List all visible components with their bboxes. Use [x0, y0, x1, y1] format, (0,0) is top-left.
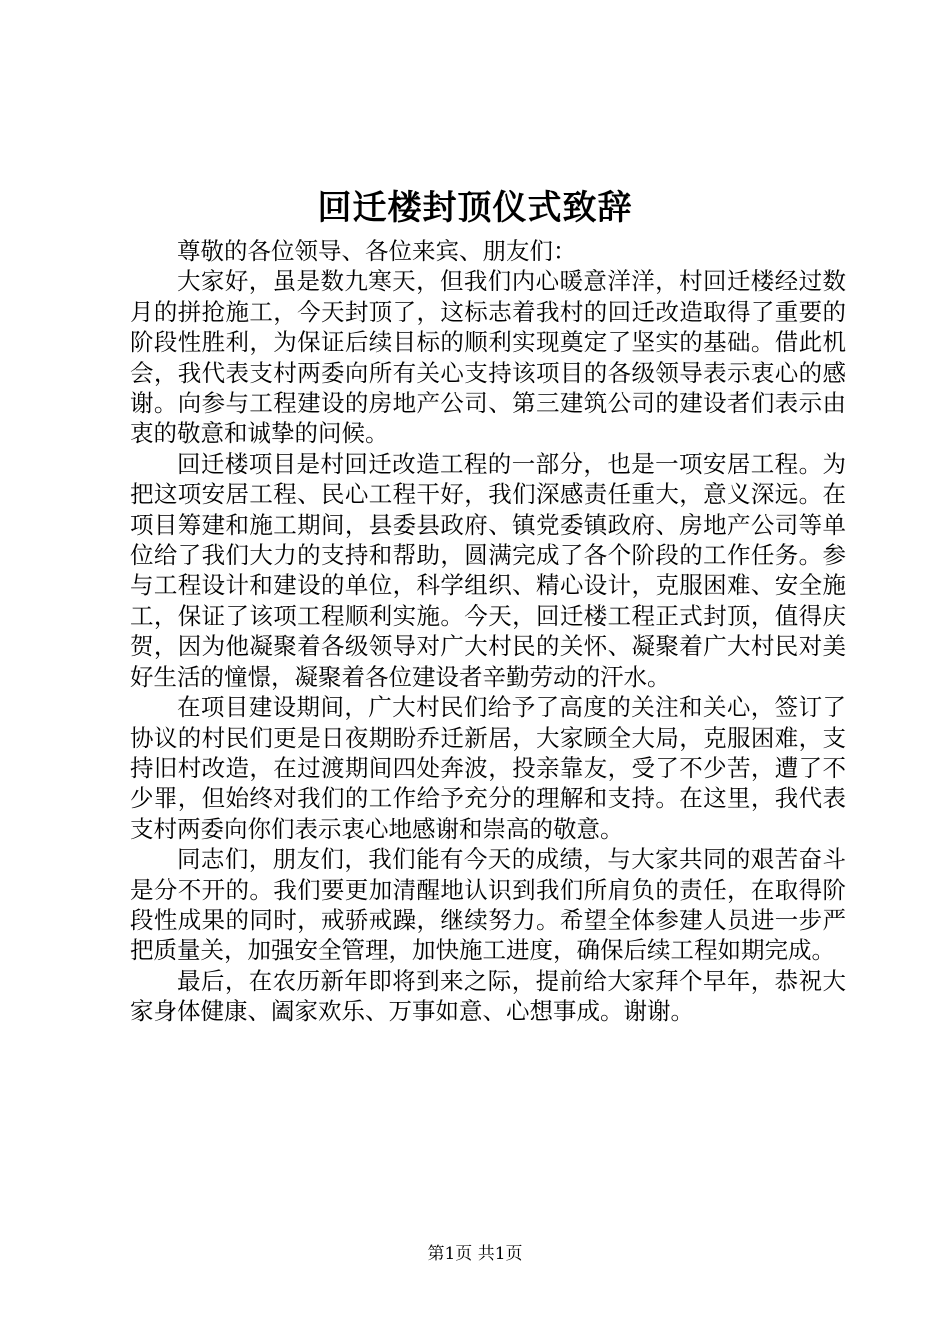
paragraph: 同志们，朋友们，我们能有今天的成绩，与大家共同的艰苦奋斗是分不开的。我们要更加清醒地认识到我们所肩负的责任，在取得阶段性成果的同时，戒骄戒躁，继续努力。希望全体参建人员进一步严把质量关，加强安全管理，加快施工进度，确保后续工程如期完成。	[130, 845, 846, 965]
document-body	[130, 236, 846, 1027]
document-title: 回迁楼封顶仪式致辞	[317, 188, 633, 228]
paragraph: 回迁楼项目是村回迁改造工程的一部分，也是一项安居工程。为把这项安居工程、民心工程干好，我们深感责任重大，意义深远。在项目筹建和施工期间，县委县政府、镇党委镇政府、房地产公司等单位给了我们大力的支持和帮助，圆满完成了各个阶段的工作任务。参与工程设计和建设的单位，科学组织、精心设计，克服困难、安全施工，保证了该项工程顺利实施。今天，回迁楼工程正式封顶，值得庆贺，因为他凝聚着各级领导对广大村民的关怀、凝聚着广大村民对美好生活的憧憬，凝聚着各位建设者辛勤劳动的汗水。	[130, 449, 846, 691]
paragraph-salutation: 尊敬的各位领导、各位来宾、朋友们：	[177, 237, 577, 265]
paragraph: 在项目建设期间，广大村民们给予了高度的关注和关心，签订了协议的村民们更是日夜期盼乔迁新居，大家顾全大局，克服困难，支持旧村改造，在过渡期间四处奔波，投亲靠友，受了不少苦，遭了不少罪，但始终对我们的工作给予充分的理解和支持。在这里，我代表支村两委向你们表示衷心地感谢和崇高的敬意。	[130, 693, 846, 843]
page-footer: 第1页 共1页	[427, 1244, 523, 1264]
paragraph-closing: 最后，在农历新年即将到来之际，提前给大家拜个早年，恭祝大家身体健康、阖家欢乐、万事如意、心想事成。谢谢。	[130, 966, 846, 1026]
paragraph: 大家好，虽是数九寒天，但我们内心暖意洋洋，村回迁楼经过数月的拼抢施工，今天封顶了，这标志着我村的回迁改造取得了重要的阶段性胜利，为保证后续目标的顺利实现奠定了坚实的基础。借此机会，我代表支村两委向所有关心支持该项目的各级领导表示衷心的感谢。向参与工程建设的房地产公司、第三建筑公司的建设者们表示由衷的敬意和诚挚的问候。	[130, 267, 846, 448]
